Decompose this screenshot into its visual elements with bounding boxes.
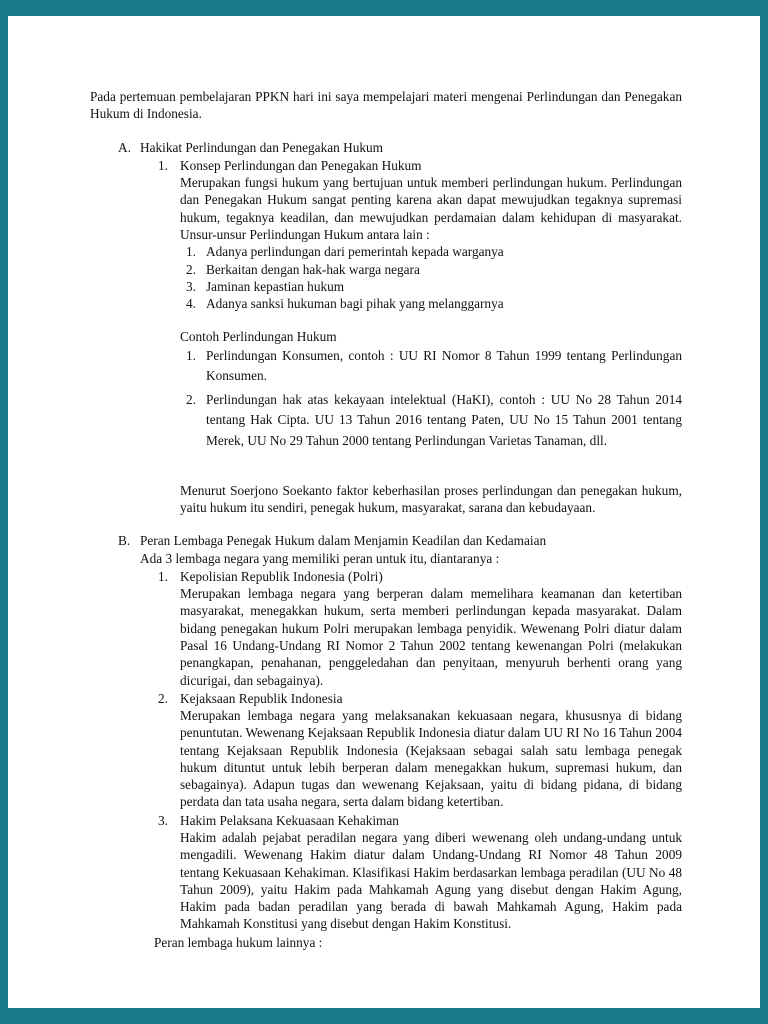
section-a-marker: A.: [118, 139, 131, 155]
section-b-item: [158, 568, 682, 689]
section-b-item: [158, 690, 682, 811]
contoh-list: [186, 346, 682, 452]
list-item-marker: 4.: [186, 296, 196, 312]
section-a-sub1: [158, 157, 682, 516]
list-item: [186, 346, 682, 387]
list-item: [186, 243, 682, 260]
list-item-marker: 3.: [186, 278, 196, 294]
section-b-lead: Ada 3 lembaga negara yang memiliki peran untuk itu, diantaranya :: [140, 550, 500, 566]
document-page: [8, 16, 760, 1008]
section-b-marker: B.: [118, 533, 131, 549]
list-item: [186, 295, 682, 312]
list-item-title: Hakim Pelaksana Kekuasaan Kehakiman: [180, 812, 399, 828]
contoh-heading: Contoh Perlindungan Hukum: [180, 329, 337, 345]
section-b-footer: Peran lembaga hukum lainnya :: [154, 934, 323, 950]
section-b-title: Peran Lembaga Penegak Hukum dalam Menjamin Keadilan dan Kedamaian: [140, 533, 547, 549]
section-b: [118, 532, 682, 951]
list-item-marker: 2.: [158, 690, 168, 706]
list-item-marker: 1.: [186, 347, 196, 363]
section-a-sub1-marker: 1.: [158, 157, 168, 173]
list-item: [186, 261, 682, 278]
list-item-body: Merupakan lembaga negara yang berperan dalam memelihara keamanan dan ketertiban masyarakat, menegakkan hukum, serta memberi perlindungan kepada masyarakat. Dalam bidang penegakan hukum Polri merupakan lembaga penyidik. Wewenang Polri diatur dalam Pasal 16 Undang-Undang RI Nomor 2 Tahun 2002 tentang kewenangan Polri (melakukan penangkapan, penahanan, penggeledahan dan penyitaan, menyuruh berhenti orang yang dicurigai, dan sebagainya).: [180, 586, 682, 688]
list-item-text: Perlindungan hak atas kekayaan intelektual (HaKI), contoh : UU No 28 Tahun 2014 tentang Hak Cipta. UU 13 Tahun 2016 tentang Paten, UU No 15 Tahun 2001 tentang Merek, UU No 29 Tahun 2000 tentang Perlindungan Varietas Tanaman, dll.: [206, 391, 682, 449]
section-a-title: Hakikat Perlindungan dan Penegakan Hukum: [140, 139, 383, 155]
list-item-marker: 2.: [186, 391, 196, 407]
list-item-marker: 3.: [158, 812, 168, 828]
section-b-item: [158, 812, 682, 933]
list-item-body: Hakim adalah pejabat peradilan negara yang diberi wewenang oleh undang-undang untuk mengadili. Wewenang Hakim diatur dalam Undang-Undang RI Nomor 48 Tahun 2009 tentang Kekuasaan Kehakiman. Klasifikasi Hakim berdasarkan lembaga peradilan (UU No 48 Tahun 2009), yaitu Hakim pada Mahkamah Agung yang disebut dengan Hakim Agung, Hakim pada badan peradilan yang berada di bawah Mahkamah Agung, Hakim pada Mahkamah Konstitusi yang disebut dengan Hakim Konstitusi.: [180, 830, 682, 932]
section-a-sub1-title: Konsep Perlindungan dan Penegakan Hukum: [180, 157, 422, 173]
section-a: [118, 139, 682, 517]
list-item-text: Adanya sanksi hukuman bagi pihak yang melanggarnya: [206, 296, 504, 312]
list-item-text: Berkaitan dengan hak-hak warga negara: [206, 261, 420, 277]
section-a-sub1-body: Merupakan fungsi hukum yang bertujuan untuk memberi perlindungan hukum. Perlindungan dan Penegakan Hukum sangat penting karena akan dapat mewujudkan tegaknya supremasi hukum, tegaknya keadilan, dan mewujudkan perdamaian dalam kehidupan di masyarakat. Unsur-unsur Perlindungan Hukum antara lain :: [180, 175, 682, 242]
list-item-text: Jaminan kepastian hukum: [206, 278, 345, 294]
list-item: [186, 278, 682, 295]
list-item-body: Merupakan lembaga negara yang melaksanakan kekuasaan negara, khususnya di bidang penuntutan. Wewenang Kejaksaan Republik Indonesia diatur dalam UU RI No 16 Tahun 2004 tentang Kejaksaan Republik Indonesia (Kejaksaan sebagai salah satu lembaga penegak hukum dituntut untuk lebih berperan dalam menegakkan hukum, supremasi hukum, dan sebagainya). Adapun tugas dan wewenang Kejaksaan, yaitu di bidang pidana, di bidang perdata dan tata usaha negara, serta dalam bidang ketertiban.: [180, 708, 682, 810]
list-item-marker: 1.: [186, 244, 196, 260]
intro-paragraph: Pada pertemuan pembelajaran PPKN hari ini saya mempelajari materi mengenai Perlindungan dan Penegakan Hukum di Indonesia.: [90, 89, 682, 122]
list-item-marker: 1.: [158, 568, 168, 584]
unsur-list: [186, 243, 682, 312]
list-item-text: Adanya perlindungan dari pemerintah kepada warganya: [206, 244, 504, 260]
list-item-marker: 2.: [186, 261, 196, 277]
list-item-title: Kejaksaan Republik Indonesia: [180, 690, 343, 706]
list-item: [186, 390, 682, 452]
list-item-title: Kepolisian Republik Indonesia (Polri): [180, 568, 383, 584]
section-a-closing: Menurut Soerjono Soekanto faktor keberhasilan proses perlindungan dan penegakan hukum, yaitu hukum itu sendiri, penegak hukum, masyarakat, sarana dan kebudayaan.: [180, 482, 682, 515]
list-item-text: Perlindungan Konsumen, contoh : UU RI Nomor 8 Tahun 1999 tentang Perlindungan Konsumen.: [206, 347, 682, 384]
